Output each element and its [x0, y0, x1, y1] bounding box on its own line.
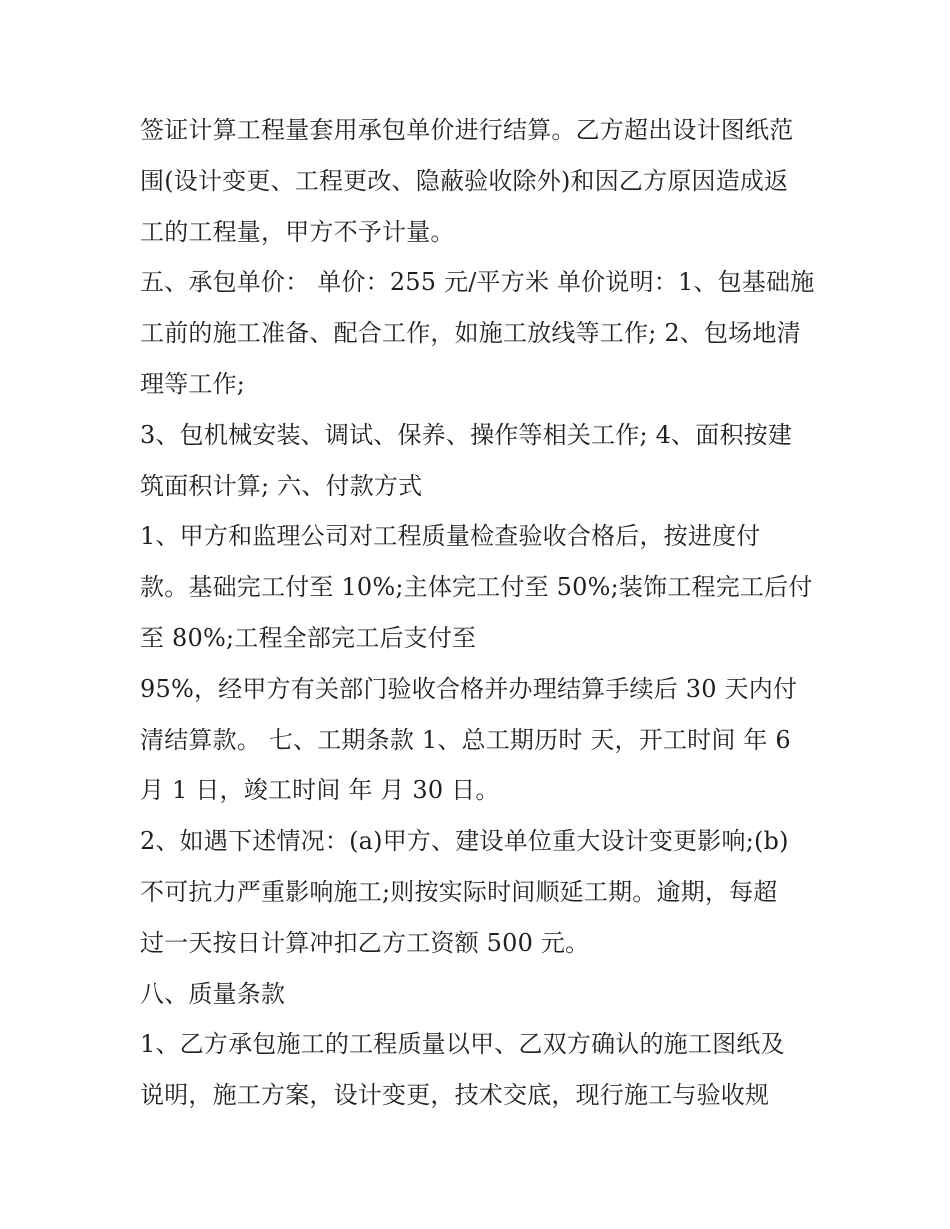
text-line: 说明，施工方案，设计变更，技术交底，现行施工与验收规 [140, 1081, 770, 1110]
text-line: 95%，经甲方有关部门验收合格并办理结算手续后 30 天内付 [140, 674, 798, 703]
text-line: 2、如遇下述情况：(a)甲方、建设单位重大设计变更影响;(b) [140, 827, 789, 856]
text-line: 清结算款。 七、工期条款 1、总工期历时 天，开工时间 年 6 [140, 725, 791, 754]
text-line: 筑面积计算; 六、付款方式 [140, 471, 423, 500]
text-line: 月 1 日，竣工时间 年 月 30 日。 [140, 776, 500, 805]
text-line: 签证计算工程量套用承包单价进行结算。乙方超出设计图纸范 [140, 116, 794, 144]
text-line: 至 80%;工程全部完工后支付至 [140, 623, 477, 652]
text-line: 八、质量条款 [140, 979, 286, 1008]
text-line: 工的工程量，甲方不予计量。 [140, 217, 455, 246]
text-line: 过一天按日计算冲扣乙方工资额 500 元。 [140, 928, 590, 957]
text-line: 1、乙方承包施工的工程质量以甲、乙双方确认的施工图纸及 [140, 1030, 785, 1059]
text-line: 1、甲方和监理公司对工程质量检查验收合格后，按进度付 [140, 522, 761, 551]
text-line: 工前的施工准备、配合工作，如施工放线等工作; 2、包场地清 [140, 319, 801, 348]
text-line: 五、承包单价： 单价：255 元/平方米 单价说明：1、包基础施 [140, 268, 815, 297]
text-line: 围(设计变更、工程更改、隐蔽验收除外)和因乙方原因造成返 [140, 166, 789, 195]
contract-text [140, 105, 830, 1121]
text-line: 不可抗力严重影响施工;则按实际时间顺延工期。逾期，每超 [140, 877, 778, 906]
text-line: 3、包机械安装、调试、保养、操作等相关工作; 4、面积按建 [140, 420, 793, 449]
text-line: 款。基础完工付至 10%;主体完工付至 50%;装饰工程完工后付 [140, 573, 813, 602]
text-line: 理等工作; [140, 369, 246, 398]
